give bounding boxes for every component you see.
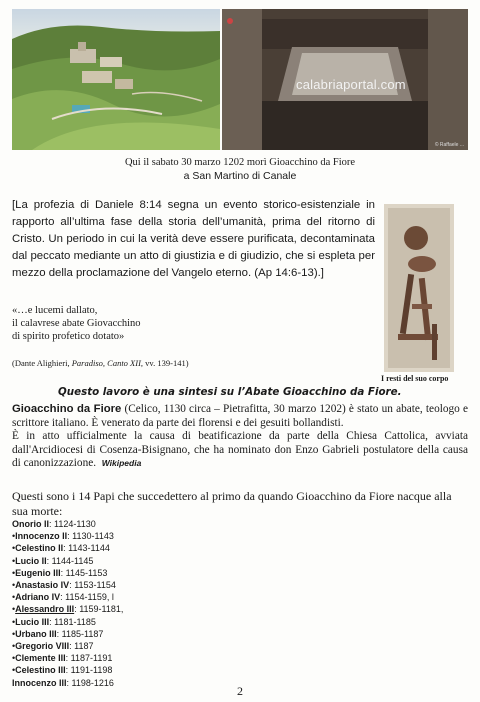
pope-list-item xyxy=(12,530,123,542)
bullet: • xyxy=(12,555,16,566)
pope-name: Celestino II xyxy=(15,543,64,554)
pope-name: Clemente III xyxy=(15,653,66,664)
pope-list-item xyxy=(12,555,123,567)
pope-name: Innocenzo III xyxy=(12,677,67,688)
wikipedia-link[interactable]: Wikipedia xyxy=(101,458,142,468)
pope-name: Onorio II xyxy=(12,519,49,529)
popes-list xyxy=(12,518,123,689)
pope-list-item xyxy=(12,579,123,591)
quote-line-3: di spirito profetico dotato» xyxy=(12,331,125,342)
popes-intro: Questi sono i 14 Papi che succedettero al primo da quando Gioacchino da Fiore nacque alla sua morte: xyxy=(12,489,452,518)
pope-list-item xyxy=(12,603,123,615)
watermark-text: calabriaportal.com xyxy=(296,77,406,92)
quote-source-prefix: (Dante Alighieri, xyxy=(12,358,72,368)
quote-line-2: il calavrese abate Giovacchino xyxy=(12,318,141,329)
pope-dates: : 1124-1130 xyxy=(49,519,96,529)
bullet: • xyxy=(12,616,16,627)
pope-list-item xyxy=(12,591,123,603)
pope-dates: : 1145-1153 xyxy=(60,567,108,578)
pope-name: Lucio III xyxy=(15,616,50,627)
bullet: • xyxy=(12,604,16,615)
pope-name: Innocenzo II xyxy=(15,531,68,542)
bio-text-2: È in atto ufficialmente la causa di beatificazione da parte della Chiesa Cattolica, avviata dall'Arcidiocesi di Cosenza-Bisignano, che ha nominato don Enzo Gabrieli postulatore della causa di canonizzazione. xyxy=(12,430,468,469)
bullet: • xyxy=(12,580,16,591)
reliquary-photo xyxy=(222,9,468,150)
pope-name: Adriano IV xyxy=(15,592,61,603)
bullet: • xyxy=(12,628,16,639)
bio-name: Gioacchino da Fiore xyxy=(12,403,122,415)
pope-name: Gregorio VIII xyxy=(15,641,70,652)
pope-name: Eugenio III xyxy=(15,567,61,578)
pope-list-item xyxy=(12,518,123,530)
pope-dates: : 1198-1216 xyxy=(66,677,114,688)
bullet: • xyxy=(12,641,16,652)
pope-dates: : 1187-1191 xyxy=(65,653,113,664)
pope-list-item xyxy=(12,567,123,579)
bullet: • xyxy=(12,665,16,676)
pope-name: Anastasio IV xyxy=(15,580,70,591)
pope-list-item xyxy=(12,542,123,554)
bullet: • xyxy=(12,543,16,554)
pope-dates: : 1130-1143 xyxy=(67,531,114,542)
pope-name[interactable]: Alessandro III xyxy=(15,604,75,615)
pope-list-item xyxy=(12,640,123,652)
photo-caption-line2: a San Martino di Canale xyxy=(183,170,297,182)
pope-dates: : 1154-1159, l xyxy=(60,592,114,603)
monastery-landscape-photo xyxy=(12,9,220,150)
pope-name: Celestino III xyxy=(15,665,66,676)
photo-caption-line1: Qui il sabato 30 marzo 1202 morì Gioacchino da Fiore xyxy=(124,157,356,168)
relics-photo xyxy=(384,204,454,372)
bullet: • xyxy=(12,531,16,542)
pope-dates: : 1181-1185 xyxy=(49,616,96,627)
pope-name: Lucio II xyxy=(15,555,47,566)
bio-text-1: (Celico, 1130 circa – Pietrafitta, 30 marzo 1202) è stato un abate, teologo e scrittore italiano. È venerato da parte dei florensi e dei gesuiti bollandisti. xyxy=(12,403,468,429)
quote-source xyxy=(12,358,189,368)
pope-dates: : 1144-1145 xyxy=(46,555,94,566)
pope-list-item xyxy=(12,664,123,676)
bullet: • xyxy=(12,567,16,578)
summary-title: Questo lavoro è una sintesi su l’Abate Gioacchino da Fiore. xyxy=(58,386,402,398)
biography-paragraph xyxy=(12,403,468,471)
prophecy-paragraph: [La profezia di Daniele 8:14 segna un evento storico-esistenziale in rapporto all’ultima fase della storia dell’umanità, prima del ritorno di Cristo. Un periodo in cui la verità deve essere purificata, decontaminata dal peccato mediante un atto di giustizia e di giudizio, che si espleta per mezzo della proclamazione del Vangelo eterno. (Ap 14:6-13).] xyxy=(12,199,375,279)
pope-dates: : 1187 xyxy=(69,641,94,652)
relics-caption: I resti del suo corpo xyxy=(381,374,449,383)
pope-name: Urbano III xyxy=(15,628,57,639)
dante-quote xyxy=(12,304,141,343)
quote-line-1: «…e lucemi dallato, xyxy=(12,305,98,316)
pope-dates: : 1153-1154 xyxy=(69,580,116,591)
quote-source-suffix: , vv. 139-141) xyxy=(140,358,189,368)
pope-dates: : 1191-1198 xyxy=(65,665,113,676)
bullet: • xyxy=(12,653,16,664)
bullet: • xyxy=(12,592,16,603)
pope-list-item xyxy=(12,616,123,628)
pope-dates: : 1185-1187 xyxy=(56,628,104,639)
quote-source-work: Paradiso, Canto XII xyxy=(71,358,141,368)
page-number: 2 xyxy=(237,684,243,698)
pope-list-item xyxy=(12,628,123,640)
pope-dates: : 1143-1144 xyxy=(63,543,110,554)
pope-dates: : 1159-1181, xyxy=(74,604,124,615)
photo-credit: © Raffaele ... xyxy=(434,142,464,148)
pope-list-item xyxy=(12,652,123,664)
